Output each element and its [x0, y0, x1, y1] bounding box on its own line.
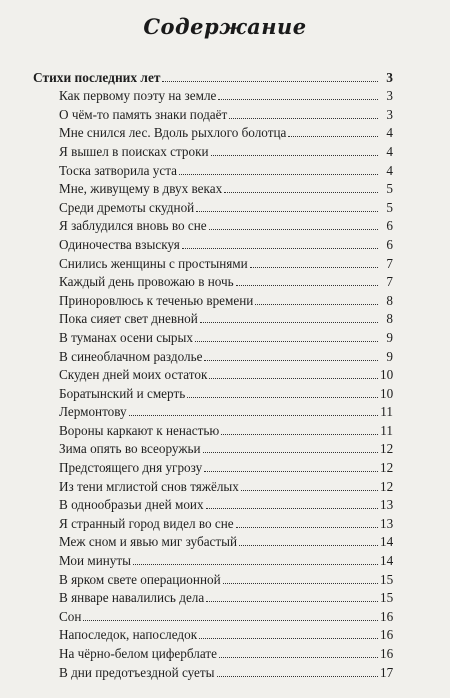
toc-entry-row	[33, 549, 393, 568]
toc-page-number: 3	[386, 69, 393, 85]
toc-entry-row	[33, 605, 393, 624]
toc-entry-title: В туманах осени сырых	[59, 329, 193, 345]
dot-leader	[182, 248, 378, 249]
dot-leader	[133, 564, 378, 565]
toc-page-number: 9	[386, 348, 393, 364]
toc-entry-title: Я заблудился вновь во сне	[59, 218, 207, 234]
toc-entry-title: Мои минуты	[59, 553, 132, 569]
toc-entry-row	[33, 271, 393, 290]
toc-entry-row	[33, 419, 393, 438]
toc-entry-row	[33, 401, 393, 420]
toc-entry-title: Зима опять во всеоружьи	[59, 441, 201, 457]
toc-entry-row	[33, 456, 393, 475]
toc-entry-title: Мне, живущему в двух веках	[59, 181, 223, 197]
dot-leader	[239, 545, 378, 546]
dot-leader	[206, 508, 378, 509]
dot-leader	[236, 285, 378, 286]
dot-leader	[250, 267, 378, 268]
toc-entry-title: Из тени мглистой снов тяжёлых	[59, 478, 239, 494]
toc-entry-row	[33, 140, 393, 159]
dot-leader	[206, 601, 378, 602]
toc-page-number: 10	[380, 385, 393, 401]
toc-page-number: 6	[386, 236, 393, 252]
dot-leader	[162, 81, 378, 82]
toc-entry-row	[33, 475, 393, 494]
toc-page-number: 10	[380, 367, 393, 383]
toc-entry-row	[33, 624, 393, 643]
toc-page-number: 7	[386, 274, 393, 290]
toc-entry-row	[33, 364, 393, 383]
toc-entry-title: В синеоблачном раздолье	[59, 348, 203, 364]
toc-entry-title: Мне снился лес. Вдоль рыхлого болотца	[59, 125, 287, 141]
toc-entry-row	[33, 345, 393, 364]
toc-entry-title: Вороны каркают к ненастью	[59, 422, 220, 438]
toc-entry-title: Тоска затворила уста	[59, 162, 178, 178]
toc-entry-title: В ярком свете операционной	[59, 571, 221, 587]
toc-entry-title: Каждый день провожаю в ночь	[59, 274, 234, 290]
toc-page-number: 4	[386, 143, 393, 159]
toc-entry-title: Среди дремоты скудной	[59, 199, 195, 215]
toc-page-number: 15	[380, 571, 393, 587]
toc-page-number: 14	[380, 553, 393, 569]
dot-leader	[187, 397, 378, 398]
toc-entry-title: Пока сияет свет дневной	[59, 311, 198, 327]
dot-leader	[218, 99, 378, 100]
toc-page-number: 12	[380, 478, 393, 494]
toc-entry-title: Как первому поэту на земле	[59, 88, 217, 104]
toc-page-number: 16	[380, 627, 393, 643]
dot-leader	[217, 676, 378, 677]
toc-page-number: 14	[380, 534, 393, 550]
toc-entry-title: Скуден дней моих остаток	[59, 367, 208, 383]
toc-entry-row	[33, 103, 393, 122]
toc-entry-row	[33, 122, 393, 141]
toc-entry-row	[33, 196, 393, 215]
dot-leader	[209, 378, 378, 379]
toc-entry-row	[33, 215, 393, 234]
toc-page-number: 17	[380, 664, 393, 680]
toc-page-number: 13	[380, 497, 393, 513]
toc-entry-title: Я странный город видел во сне	[59, 515, 234, 531]
toc-entry-title: В январе навалились дела	[59, 590, 205, 606]
dot-leader	[209, 229, 378, 230]
dot-leader	[179, 174, 378, 175]
toc-entry-row	[33, 159, 393, 178]
dot-leader	[83, 620, 378, 621]
dot-leader	[203, 452, 378, 453]
toc-entry-title: Стихи последних лет	[33, 69, 161, 85]
toc-entry-row	[33, 438, 393, 457]
toc-page-number: 5	[386, 199, 393, 215]
toc-entry-row	[33, 587, 393, 606]
dot-leader	[204, 360, 378, 361]
dot-leader	[219, 657, 378, 658]
toc-entry-row	[33, 512, 393, 531]
dot-leader	[236, 527, 378, 528]
toc-entry-title: В однообразьи дней моих	[59, 497, 204, 513]
toc-page-number: 12	[380, 460, 393, 476]
dot-leader	[221, 434, 378, 435]
toc-page-number: 8	[386, 311, 393, 327]
toc-entry-title: Напоследок, напоследок	[59, 627, 198, 643]
toc-page-number: 11	[380, 422, 393, 438]
toc-entry-row	[33, 252, 393, 271]
toc-entry-title: Снились женщины с простынями	[59, 255, 248, 271]
dot-leader	[288, 136, 378, 137]
toc-entry-row	[33, 326, 393, 345]
dot-leader	[223, 583, 378, 584]
toc-page-number: 11	[380, 404, 393, 420]
toc-entry-row	[33, 642, 393, 661]
toc-page-number: 6	[386, 218, 393, 234]
dot-leader	[200, 322, 378, 323]
toc-page-number: 13	[380, 515, 393, 531]
dot-leader	[241, 490, 378, 491]
toc-page-number: 4	[386, 125, 393, 141]
toc-entry-row	[33, 178, 393, 197]
toc-page-number: 7	[386, 255, 393, 271]
dot-leader	[195, 341, 378, 342]
dot-leader	[196, 211, 378, 212]
toc-entry-title: Меж сном и явью миг зубастый	[59, 534, 238, 550]
toc-entry-title: О чём-то память знаки подаёт	[59, 106, 228, 122]
toc-entry-row	[33, 308, 393, 327]
toc-page-number: 15	[380, 590, 393, 606]
toc-entry-title: Лермонтову	[59, 404, 127, 420]
toc-entry-row	[33, 382, 393, 401]
dot-leader	[204, 471, 378, 472]
toc-entry-title: Я вышел в поисках строки	[59, 143, 209, 159]
table-of-contents	[33, 66, 393, 680]
toc-entry-title: Приноровлюсь к теченью времени	[59, 292, 254, 308]
dot-leader	[255, 304, 378, 305]
toc-page-number: 3	[386, 88, 393, 104]
toc-page-number: 5	[386, 181, 393, 197]
toc-page-number: 4	[386, 162, 393, 178]
toc-entry-row	[33, 568, 393, 587]
toc-entry-title: Одиночества взыскуя	[59, 236, 180, 252]
dot-leader	[229, 118, 378, 119]
toc-entry-row	[33, 531, 393, 550]
toc-page-number: 8	[386, 292, 393, 308]
toc-page-number: 9	[386, 329, 393, 345]
toc-page-number: 3	[386, 106, 393, 122]
toc-page-number: 12	[380, 441, 393, 457]
toc-entry-row	[33, 85, 393, 104]
toc-entry-row	[33, 661, 393, 680]
toc-entry-row	[33, 494, 393, 513]
dot-leader	[199, 638, 378, 639]
toc-entry-title: Сон	[59, 608, 82, 624]
toc-entry-title: Боратынский и смерть	[59, 385, 186, 401]
toc-entry-title: На чёрно-белом циферблате	[59, 646, 217, 661]
dot-leader	[129, 415, 378, 416]
toc-page-number: 16	[380, 608, 393, 624]
toc-entry-title: Предстоящего дня угрозу	[59, 460, 203, 476]
toc-section-row	[33, 66, 393, 85]
toc-page-number: 16	[380, 646, 393, 661]
dot-leader	[224, 192, 378, 193]
dot-leader	[211, 155, 378, 156]
toc-entry-row	[33, 289, 393, 308]
toc-entry-title: В дни предотъездной суеты	[59, 664, 215, 680]
toc-entry-row	[33, 233, 393, 252]
contents-heading: Содержание	[143, 14, 307, 39]
